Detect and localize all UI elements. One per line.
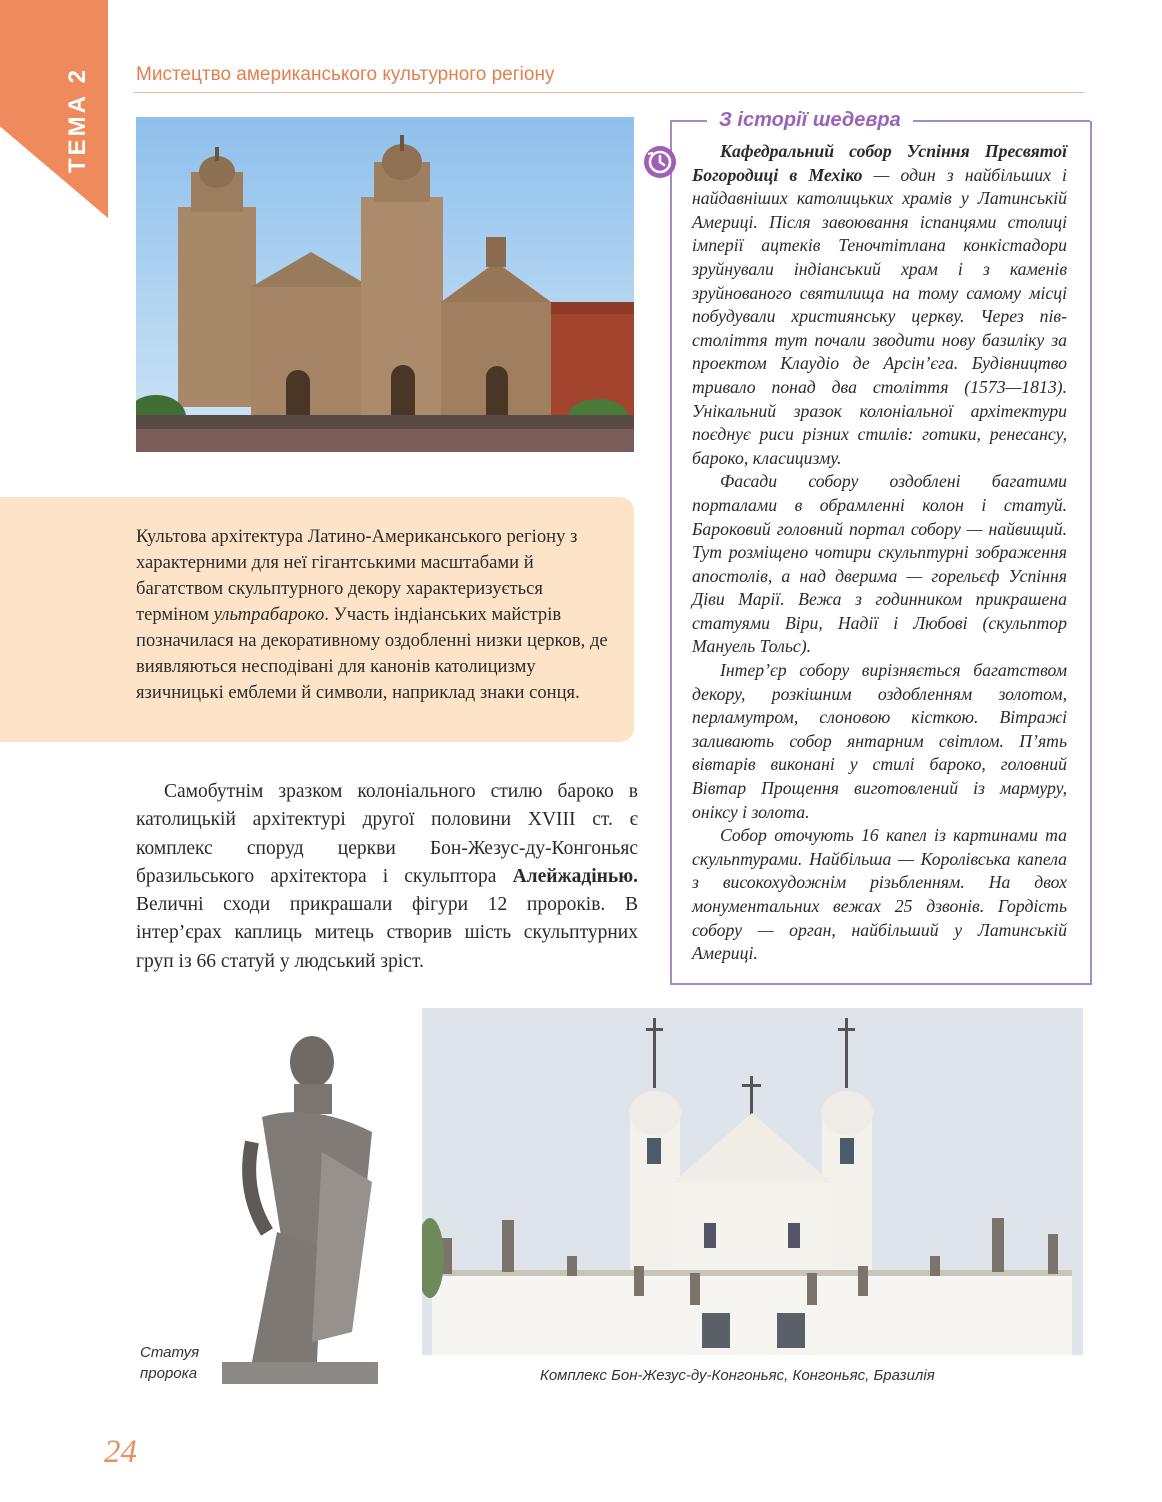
cathedral-name: Кафедральний собор Успіння Пресвятої Богородиці в Мехіко: [692, 141, 1067, 185]
ultrabaroque-note: Культова архітектура Латино-Американського регіону з характерними для неї гігантськими масштабами й багатством скульптурного декору характеризується терміном ультрабароко. Участь індіанських майстрів позначилася на декоративному оздобленні низки церков, де виявляються несподівані для канонів католицизму язичницькі емблеми й символи, наприклад знаки сонця.: [136, 526, 608, 703]
history-clock-icon: [643, 145, 677, 179]
history-sidebar-text: Кафедральний собор Успіння Пресвятої Богородиці в Мехіко — один з найбільших і найдавніших католицьких храмів у Латинській Америці. Після завоювання іспанцями столиці імперії ацтеків Теночтітлана конкістадори зруйнували індіанський храм і з каменів зруйнованого святилища на тому самому місці побудували християнську церкву. Через півстоліття тут почали зводити нову базиліку за проектом Клаудіо де Арсін’єга. Будівництво тривало понад два століття (1573—1813). Унікальний зразок колоніальної архітектури поєднує риси різних стилів: готики, ренесансу, бароко, класицизму. Фасади собору оздоблені багатими порталами в обрамленні колон і статуй. Бароковий головний портал собору — найвищий. Тут розміщено чотири скульптурні зображення апостолів, а над дверима — горельєф Успіння Діви Марії. Вежа з годинником прикрашена статуями Віри, Надії і Любові (скульптор Мануель Тольс). Інтер’єр собору вирізняється багатством декору, розкішним оздобленням золотом, перламутром, слоновою кісткою. Вітражі заливають собор янтарним світлом. П’ять вівтарів виконані у стилі бароко, головний Вівтар Прощення виготовлений із мармуру, оніксу і золота. Собор оточують 16 капел із картинами та скульптурами. Найбільша — Королівська капела з високохудожнім різьбленням. На двох монументальних вежах 25 дзвонів. Гордість собору — орган, найбільший у Латинській Америці.: [692, 140, 1067, 966]
sidebar-paragraph-interior: Інтер’єр собору вирізняється багатством декору, розкішним оздобленням золотом, перламутром, слоновою кісткою. Вітражі заливають собор янтарним світлом. П’ять вівтарів виконані у стилі бароко, головний Вівтар Прощення виготовлений із мармуру, оніксу і золота.: [692, 660, 1067, 822]
prophet-statue-photo: [222, 1032, 378, 1384]
history-sidebar-title: З історії шедевра: [707, 105, 913, 135]
cathedral-photo: [136, 117, 634, 452]
term-ultrabaroque: ультрабароко: [213, 604, 325, 625]
statue-caption: Статуя пророка: [140, 1344, 200, 1382]
header-divider: [134, 92, 1084, 93]
sidebar-paragraph-chapels: Собор оточують 16 капел із картинами та скульптурами. Найбільша — Королівська капела з високохудожнім різьбленням. На двох монументальних вежах 25 дзвонів. Гордість собору — орган, найбільший у Латинській Америці.: [692, 825, 1067, 964]
sidebar-paragraph-facades: Фасади собору оздоблені багатими порталами в обрамленні колон і статуй. Бароковий головний портал собору — найвищий. Тут розміщено чотири скульптурні зображення апостолів, а над дверима — горельєф Успіння Діви Марії. Вежа з годинником прикрашена статуями Віри, Надії і Любові (скульптор Мануель Тольс).: [692, 471, 1067, 657]
page-number: 24: [104, 1434, 137, 1470]
tema-label: ТЕМА 2: [64, 66, 92, 174]
church-caption: Комплекс Бон-Жезус-ду-Конгоньяс, Конгоньяс, Бразилія: [540, 1367, 935, 1384]
church-complex-photo: [422, 1008, 1083, 1355]
architect-name: Алейжадінью.: [512, 865, 638, 887]
main-paragraph: Самобутнім зразком колоніального стилю бароко в католицькій архітектурі другої половини XVIII ст. є комплекс споруд церкви Бон-Жезус-ду-Конгоньяс бразильського архітектора і скульптора Алейжадінью. Величні сходи прикрашали фігури 12 пророків. В інтер’єрах каплиць митець створив шість скульптурних груп із 66 статуй у людський зріст.: [136, 781, 638, 972]
running-title: Мистецтво американського культурного регіону: [136, 64, 555, 85]
